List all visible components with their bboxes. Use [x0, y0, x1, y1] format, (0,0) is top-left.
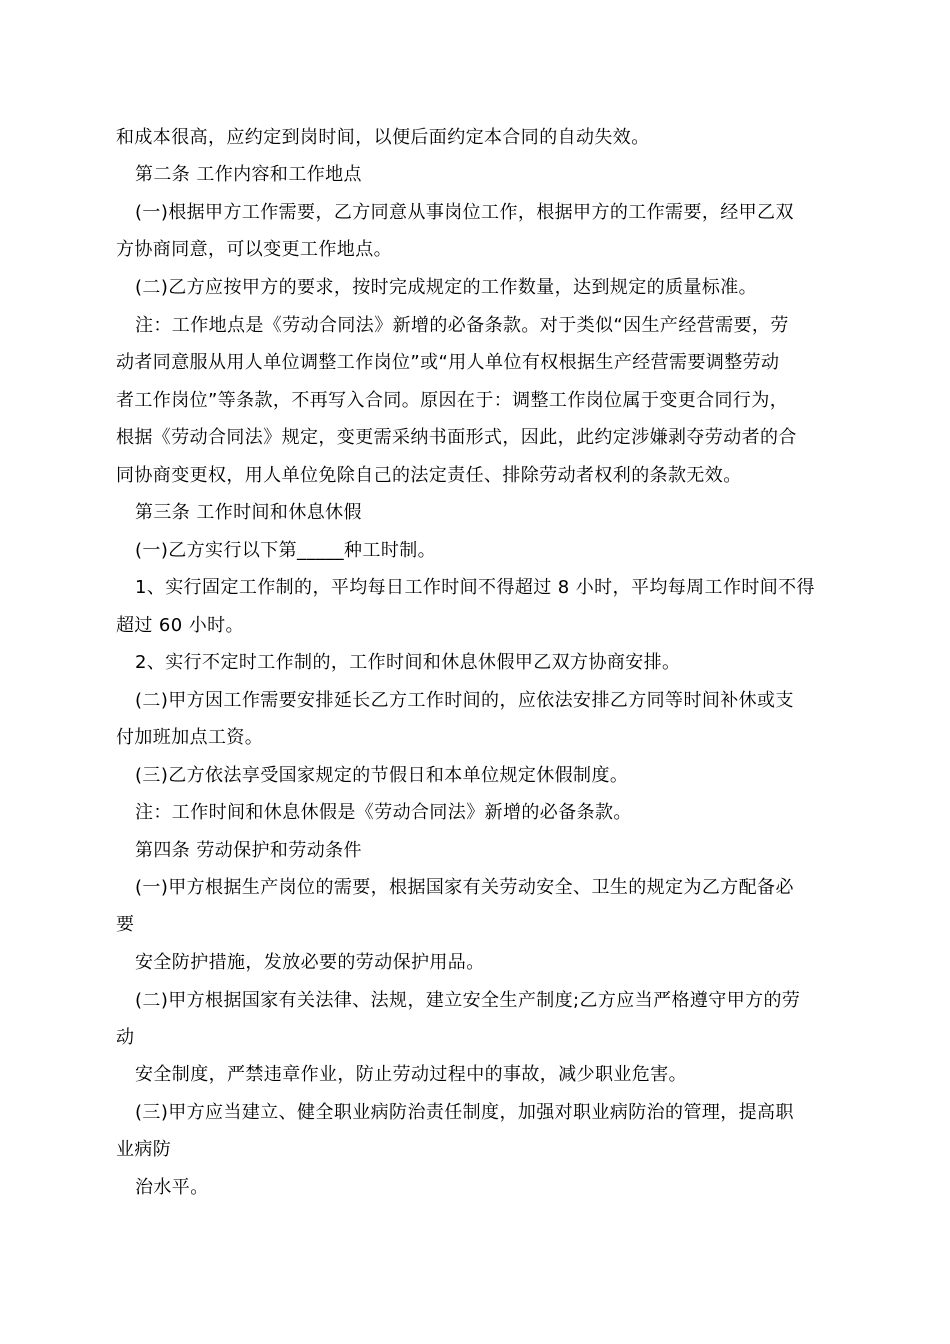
note-line: 根据《劳动合同法》规定，变更需采纳书面形式，因此，此约定涉嫌剥夺劳动者的合 [116, 427, 797, 448]
note-line: 同协商变更权，用人单位免除自己的法定责任、排除劳动者权利的条款无效。 [116, 465, 742, 486]
text-line: 方协商同意，可以变更工作地点。 [116, 239, 392, 260]
note-line: 者工作岗位”等条款，不再写入合同。原因在于：调整工作岗位属于变更合同行为， [116, 390, 789, 411]
text-line: (二)甲方根据国家有关法律、法规，建立安全生产制度;乙方应当严格遵守甲方的劳 [135, 990, 801, 1011]
text-line: 治水平。 [135, 1177, 209, 1198]
text-line: (一)根据甲方工作需要，乙方同意从事岗位工作，根据甲方的工作需要，经甲乙双 [135, 202, 794, 223]
section-heading: 第三条 工作时间和休息休假 [135, 502, 362, 523]
text-line: (三)甲方应当建立、健全职业病防治责任制度，加强对职业病防治的管理，提高职 [135, 1102, 794, 1123]
text-line: 业病防 [116, 1139, 172, 1160]
note-line: 注：工作地点是《劳动合同法》新增的必备条款。对于类似“因生产经营需要，劳 [135, 315, 789, 336]
text-line: 1、实行固定工作制的，平均每日工作时间不得超过 8 小时，平均每周工作时间不得 [135, 577, 815, 598]
text-line: 和成本很高，应约定到岗时间，以便后面约定本合同的自动失效。 [116, 127, 650, 148]
note-line: 注：工作时间和休息休假是《劳动合同法》新增的必备条款。 [135, 802, 632, 823]
text-line: 动 [116, 1027, 135, 1048]
text-line: 超过 60 小时。 [116, 615, 244, 636]
text-line: (一)甲方根据生产岗位的需要，根据国家有关劳动安全、卫生的规定为乙方配备必 [135, 877, 794, 898]
text-line: 要 [116, 914, 135, 935]
text-line: (三)乙方依法享受国家规定的节假日和本单位规定休假制度。 [135, 765, 629, 786]
section-heading: 第四条 劳动保护和劳动条件 [135, 840, 362, 861]
text-line: 安全制度，严禁违章作业，防止劳动过程中的事故，减少职业危害。 [135, 1064, 687, 1085]
note-line: 动者同意服从用人单位调整工作岗位”或“用人单位有权根据生产经营需要调整劳动 [116, 352, 780, 373]
text-line: (二)乙方应按甲方的要求，按时完成规定的工作数量，达到规定的质量标准。 [135, 277, 758, 298]
text-line: 安全防护措施，发放必要的劳动保护用品。 [135, 952, 485, 973]
text-line: (一)乙方实行以下第_____种工时制。 [135, 540, 437, 561]
section-heading: 第二条 工作内容和工作地点 [135, 164, 362, 185]
text-line: 付加班加点工资。 [116, 727, 264, 748]
text-line: (二)甲方因工作需要安排延长乙方工作时间的，应依法安排乙方同等时间补休或支 [135, 690, 794, 711]
text-line: 2、实行不定时工作制的，工作时间和休息休假甲乙双方协商安排。 [135, 652, 681, 673]
